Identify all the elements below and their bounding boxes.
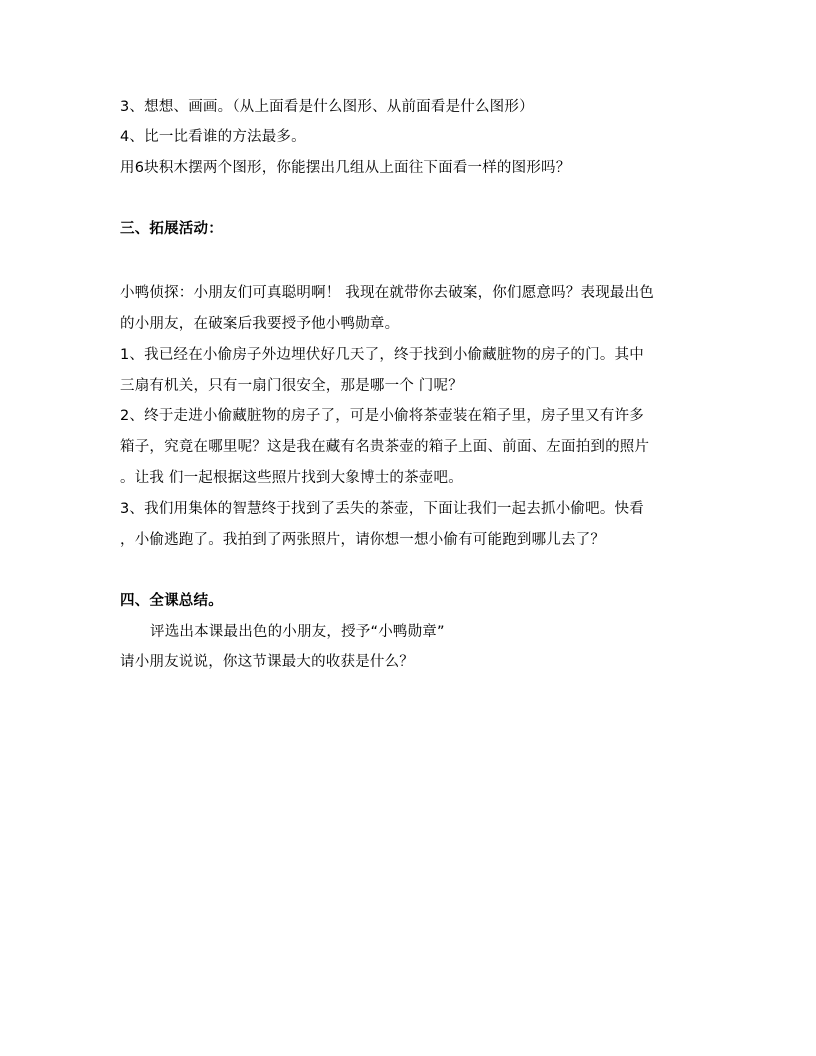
section-heading-extension: 三、拓展活动： xyxy=(120,221,223,237)
text-line-task-2b: 箱子，究竟在哪里呢？这是我在藏有名贵茶壶的箱子上面、前面、左面拍到的照片 xyxy=(120,439,650,455)
text-line-detective-intro: 小鸭侦探：小朋友们可真聪明啊！ 我现在就带你去破案，你们愿意吗？表现最出色 xyxy=(120,285,655,301)
text-line-task-1a: 1、我已经在小偷房子外边埋伏好几天了，终于找到小偷藏脏物的房子的门。其中 xyxy=(120,347,644,363)
text-line-step-4: 4、比一比看谁的方法最多。 xyxy=(120,129,306,145)
section-heading-summary: 四、全课总结。 xyxy=(120,593,223,609)
text-line-step-3: 3、想想、画画。（从上面看是什么图形、从前面看是什么图形） xyxy=(120,99,534,115)
text-line-task-3b: ，小偷逃跑了。我拍到了两张照片，请你想一想小偷有可能跑到哪儿去了？ xyxy=(120,532,606,548)
text-line-task-2a: 2、终于走进小偷藏脏物的房子了，可是小偷将茶壶装在箱子里，房子里又有许多 xyxy=(120,408,644,424)
text-line-task-3a: 3、我们用集体的智慧终于找到了丢失的茶壶，下面让我们一起去抓小偷吧。快看 xyxy=(120,501,644,517)
text-line-award: 评选出本课最出色的小朋友，授予“小鸭勋章” xyxy=(150,624,445,640)
text-line-medal: 的小朋友，在破案后我要授予他小鸭勋章。 xyxy=(120,316,400,332)
text-line-task-2c: 。让我 们一起根据这些照片找到大象博士的茶壶吧。 xyxy=(120,470,463,486)
text-line-blocks-question: 用6块积木摆两个图形，你能摆出几组从上面往下面看一样的图形吗？ xyxy=(120,160,571,176)
text-line-reflection: 请小朋友说说，你这节课最大的收获是什么？ xyxy=(120,654,414,670)
text-line-task-1b: 三扇有机关，只有一扇门很安全，那是哪一个 门呢？ xyxy=(120,378,463,394)
